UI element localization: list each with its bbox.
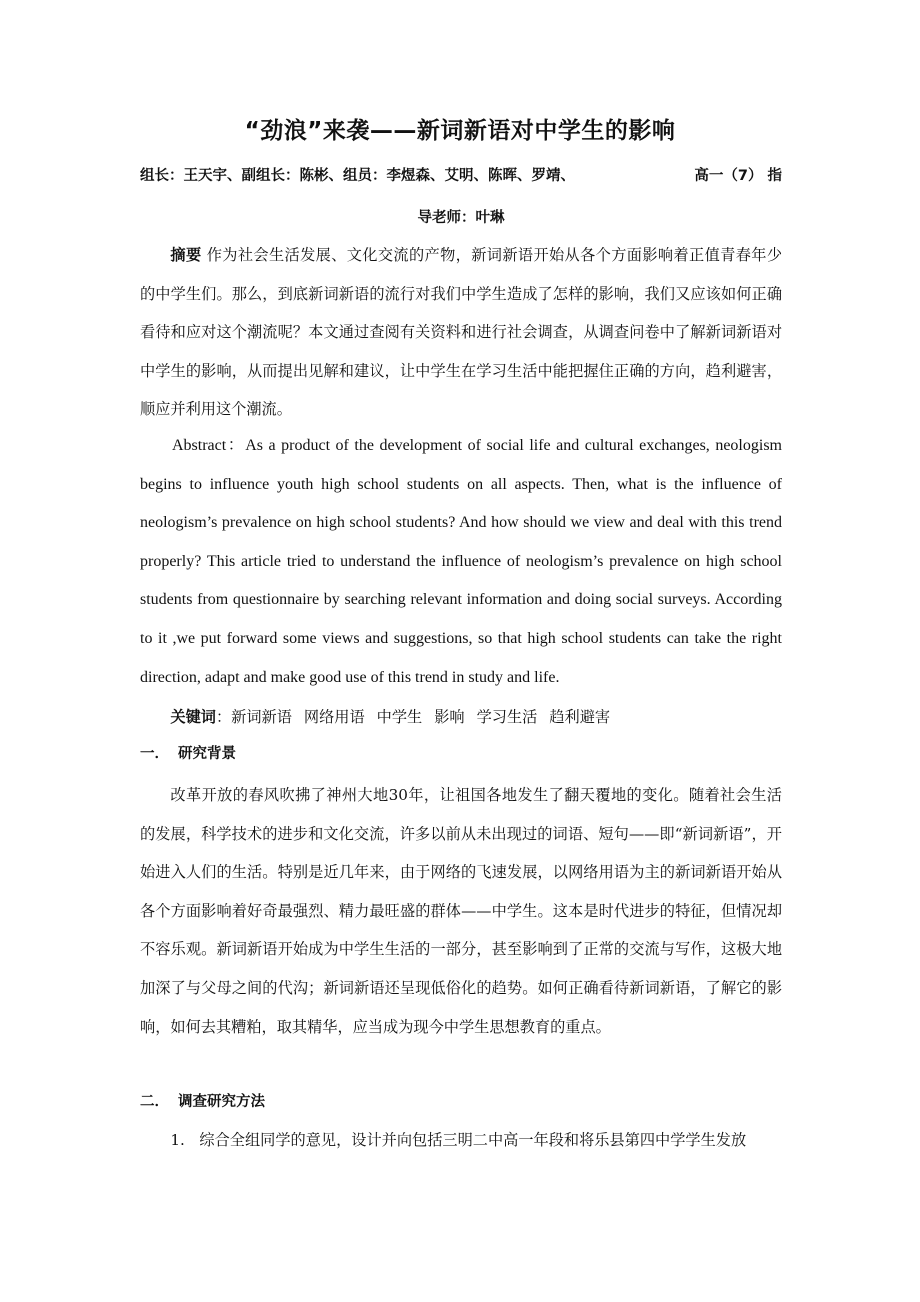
keyword: 影响 — [434, 708, 465, 726]
section-title: 研究背景 — [178, 746, 236, 762]
abstract-paragraph — [140, 236, 782, 429]
section-number: 二． — [140, 1094, 169, 1110]
list-item-text: 综合全组同学的意见，设计并向包括三明二中高一年段和将乐县第四中学学生发放 — [199, 1131, 747, 1149]
abstract-label: 摘要 — [170, 246, 202, 264]
keyword: 网络用语 — [303, 708, 365, 726]
keyword: 学习生活 — [476, 708, 538, 726]
keyword: 新词新语 — [231, 708, 292, 726]
authors-line: 组长：王天宇、副组长：陈彬、组员：李煜森、艾明、陈晖、罗靖、 — [140, 168, 575, 184]
abstract-english: Abstract：As a product of the development of social life and cultural exchanges, neologism begins to influence youth high school students on all aspects. Then, what is the influence of neologism’s prevalence on high school students? And how should we view and deal with this trend properly? This article tried to understand the influence of neologism’s prevalence on high school students from questionnaire by searching relevant information and doing social surveys. According to it ,we put forward some views and suggestions, so that high school students can take the right direction, adapt and make good use of this trend in study and life. — [140, 437, 782, 686]
section-background-text: 改革开放的春风吹拂了神州大地30年，让祖国各地发生了翻天覆地的变化。随着社会生活的发展，科学技术的进步和文化交流，许多以前从未出现过的词语、短句——即“新词新语”，开始进入人们的生活。特别是近几年来，由于网络的飞速发展，以网络用语为主的新词新语开始从各个方面影响着好奇最强烈、精力最旺盛的群体——中学生。这本是时代进步的特征，但情况却不容乐观。新词新语开始成为中学生生活的一部分，甚至影响到了正常的交流与写作，这极大地加深了与父母之间的代沟；新词新语还呈现低俗化的趋势。如何正确看待新词新语，了解它的影响，如何去其糟粕，取其精华，应当成为现今中学生思想教育的重点。 — [140, 786, 782, 1036]
section-heading-background — [140, 739, 782, 769]
keyword: 趋利避害 — [549, 708, 611, 726]
grade-label: 高一（7） 指 — [694, 168, 782, 184]
keywords-separator: ： — [215, 708, 232, 726]
list-item-number: 1. — [170, 1131, 185, 1149]
authors-block — [140, 162, 782, 232]
keyword: 中学生 — [376, 708, 423, 726]
document-title: “劲浪”来袭——新词新语对中学生的影响 — [244, 118, 676, 144]
section-heading-method — [140, 1087, 782, 1117]
section-title: 调查研究方法 — [178, 1094, 265, 1110]
keywords-label: 关键词 — [170, 708, 216, 726]
list-item — [140, 1121, 782, 1160]
section-number: 一． — [140, 746, 169, 762]
keywords-line — [140, 702, 782, 732]
abstract-text: 作为社会生活发展、文化交流的产物，新词新语开始从各个方面影响着正值青春年少的中学生们。那么，到底新词新语的流行对我们中学生造成了怎样的影响，我们又应该如何正确看待和应对这个潮流呢？本文通过查阅有关资料和进行社会调查，从调查问卷中了解新词新语对中学生的影响，从而提出见解和建议，让中学生在学习生活中能把握住正确的方向，趋利避害，顺应并利用这个潮流。 — [140, 246, 783, 419]
advisor-line: 导老师：叶琳 — [417, 210, 505, 226]
